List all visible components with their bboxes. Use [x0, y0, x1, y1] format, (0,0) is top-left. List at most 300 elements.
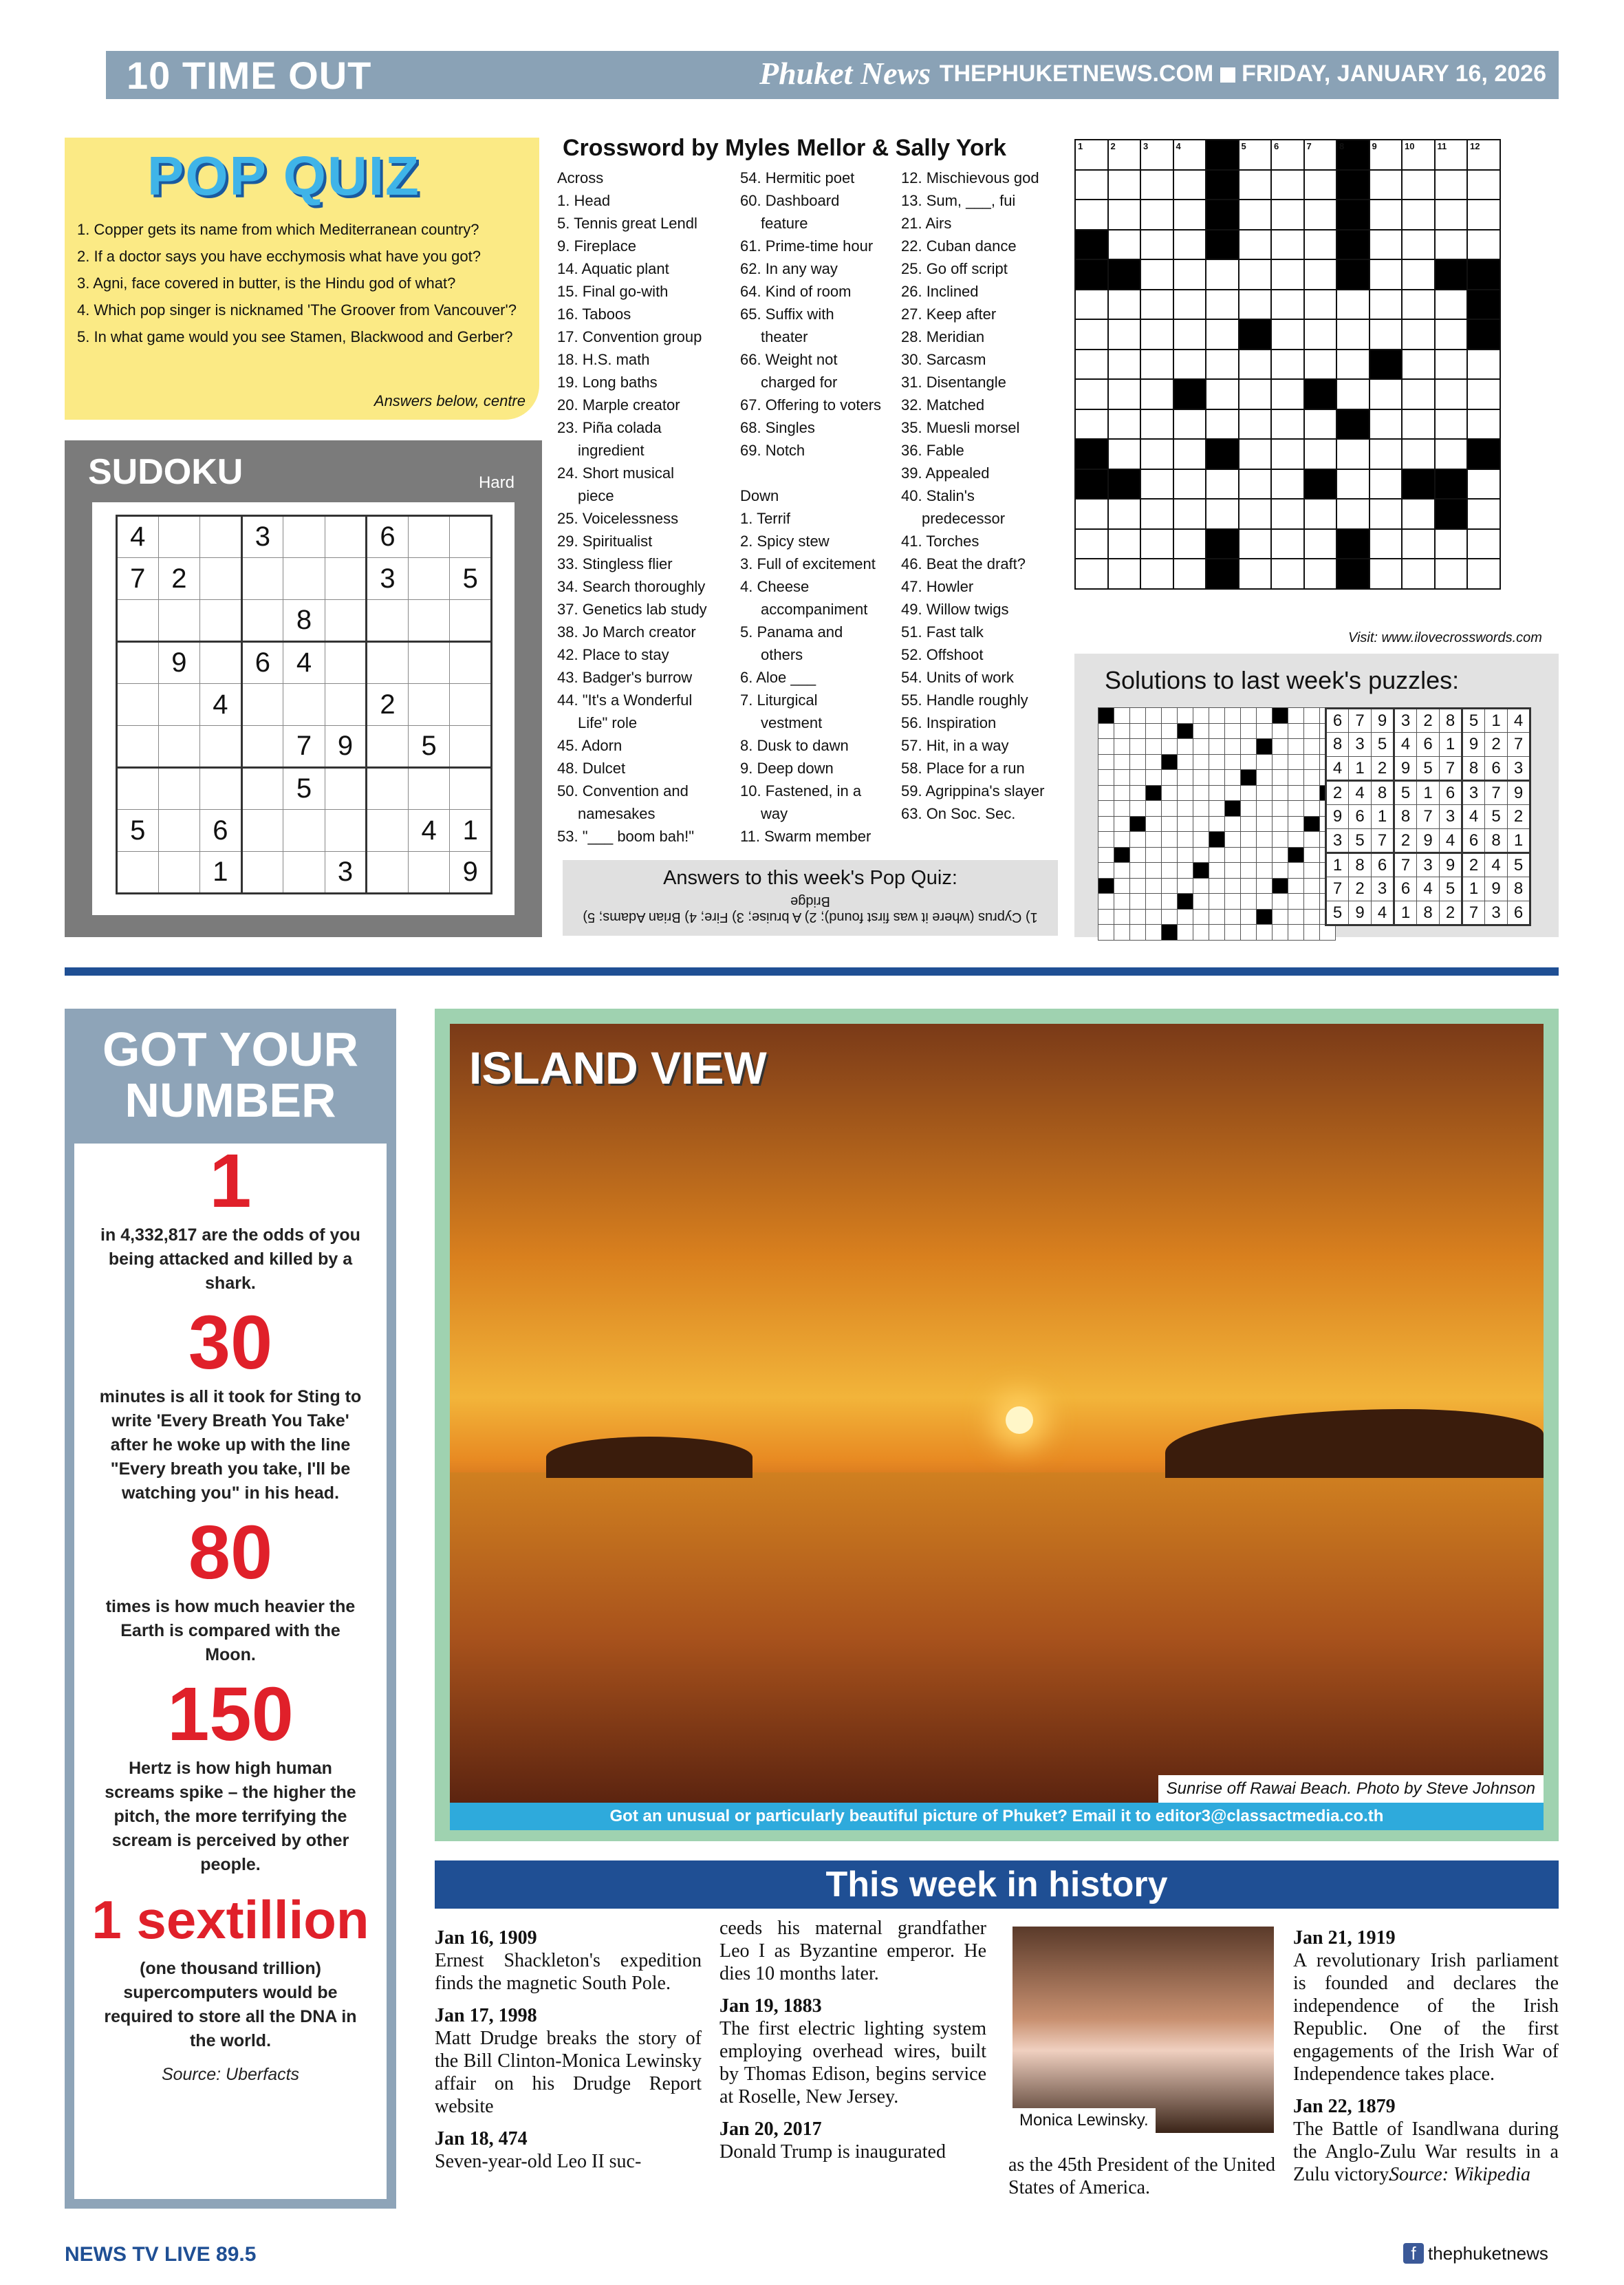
crossword-cell[interactable] — [1140, 170, 1173, 200]
quiz-question: 4. Which pop singer is nicknamed 'The Groover from Vancouver'? — [77, 301, 517, 319]
crossword-cell[interactable] — [1336, 559, 1369, 589]
crossword-cell[interactable] — [1206, 319, 1239, 350]
solution-cell — [1178, 832, 1193, 848]
crossword-cell[interactable] — [1206, 170, 1239, 200]
grid-cell: 7 — [1508, 733, 1530, 757]
crossword-cell[interactable] — [1075, 350, 1108, 380]
crossword-cell[interactable] — [1467, 290, 1500, 320]
clue: 19. Long baths — [557, 374, 658, 391]
grid-cell: 3 — [1508, 757, 1530, 781]
clue: 29. Spiritualist — [557, 533, 653, 550]
crossword-cell[interactable] — [1108, 290, 1141, 320]
crossword-cell[interactable] — [1304, 259, 1337, 290]
crossword-cell[interactable]: 7 — [1304, 140, 1337, 170]
crossword-cell[interactable] — [1369, 469, 1403, 500]
crossword-cell[interactable] — [1304, 379, 1337, 409]
crossword-cell[interactable] — [1467, 499, 1500, 529]
crossword-cell[interactable] — [1271, 319, 1304, 350]
crossword-cell[interactable] — [1271, 469, 1304, 500]
grid-cell — [367, 726, 409, 768]
solution-cell — [1114, 847, 1130, 863]
crossword-cell[interactable] — [1369, 439, 1403, 469]
solution-cell — [1257, 863, 1273, 879]
crossword-cell[interactable] — [1336, 439, 1369, 469]
crossword-cell[interactable] — [1467, 350, 1500, 380]
crossword-cell[interactable] — [1369, 319, 1403, 350]
solution-cell — [1225, 754, 1241, 770]
crossword-cell[interactable] — [1369, 230, 1403, 260]
grid-cell: 5 — [1417, 757, 1440, 781]
crossword-cell[interactable] — [1304, 350, 1337, 380]
crossword-cell[interactable] — [1435, 529, 1468, 559]
crossword-cell[interactable] — [1173, 379, 1206, 409]
crossword-cell[interactable] — [1369, 350, 1403, 380]
crossword-cell[interactable] — [1435, 439, 1468, 469]
solution-cell — [1146, 739, 1162, 755]
solution-cell — [1225, 770, 1241, 786]
solution-cell — [1225, 832, 1241, 848]
crossword-cell[interactable] — [1402, 259, 1435, 290]
crossword-cell[interactable] — [1239, 230, 1272, 260]
page-header — [65, 51, 1559, 99]
crossword-cell[interactable] — [1075, 379, 1108, 409]
crossword-cell[interactable] — [1336, 170, 1369, 200]
crossword-cell[interactable] — [1075, 230, 1108, 260]
crossword-cell[interactable] — [1336, 499, 1369, 529]
crossword-cell[interactable]: 12 — [1467, 140, 1500, 170]
crossword-cell[interactable] — [1075, 200, 1108, 230]
crossword-cell[interactable] — [1173, 529, 1206, 559]
crossword-cell[interactable] — [1369, 379, 1403, 409]
crossword-cell[interactable] — [1239, 469, 1272, 500]
grid-cell: 2 — [1417, 709, 1440, 733]
crossword-cell[interactable] — [1369, 170, 1403, 200]
crossword-cell[interactable] — [1369, 529, 1403, 559]
crossword-cell[interactable] — [1435, 290, 1468, 320]
crossword-cell[interactable] — [1239, 200, 1272, 230]
grid-cell: 6 — [1417, 733, 1440, 757]
quiz-questions — [77, 220, 531, 354]
crossword-cell[interactable] — [1206, 259, 1239, 290]
crossword-cell[interactable] — [1271, 409, 1304, 440]
crossword-cell[interactable] — [1239, 319, 1272, 350]
crossword-cell[interactable] — [1271, 170, 1304, 200]
solution-cell — [1273, 909, 1288, 925]
crossword-cell[interactable] — [1304, 409, 1337, 440]
crossword-cell[interactable] — [1173, 230, 1206, 260]
crossword-cell[interactable] — [1108, 439, 1141, 469]
crossword-cell[interactable] — [1271, 290, 1304, 320]
crossword-cell[interactable] — [1402, 529, 1435, 559]
crossword-cell[interactable] — [1108, 230, 1141, 260]
grid-cell — [325, 558, 367, 600]
crossword-cell[interactable] — [1206, 469, 1239, 500]
clue: 35. Muesli morsel — [901, 419, 1020, 436]
solution-cell — [1288, 863, 1304, 879]
solution-cell — [1162, 878, 1178, 894]
clue: 33. Stingless flier — [557, 555, 673, 572]
crossword-cell[interactable] — [1467, 529, 1500, 559]
crossword-cell[interactable]: 9 — [1369, 140, 1403, 170]
crossword-cell[interactable] — [1304, 170, 1337, 200]
grid-cell: 5 — [1485, 805, 1508, 829]
crossword-cell[interactable] — [1173, 350, 1206, 380]
crossword-cell[interactable] — [1336, 379, 1369, 409]
crossword-cell[interactable] — [1271, 230, 1304, 260]
clues-column-3 — [901, 167, 1044, 825]
grid-cell — [283, 558, 325, 600]
solution-cell — [1257, 816, 1273, 832]
grid-cell: 5 — [408, 726, 450, 768]
crossword-cell[interactable] — [1271, 529, 1304, 559]
grid-cell: 5 — [117, 810, 159, 852]
crossword-cell[interactable] — [1336, 469, 1369, 500]
crossword-cell[interactable] — [1075, 409, 1108, 440]
crossword-cell[interactable] — [1435, 469, 1468, 500]
solution-cell — [1130, 894, 1146, 910]
crossword-cell[interactable] — [1108, 350, 1141, 380]
crossword-cell[interactable] — [1075, 499, 1108, 529]
solution-cell — [1257, 847, 1273, 863]
crossword-cell[interactable] — [1402, 469, 1435, 500]
crossword-cell[interactable] — [1435, 230, 1468, 260]
crossword-cell[interactable] — [1402, 290, 1435, 320]
crossword-cell[interactable] — [1304, 230, 1337, 260]
solution-cell — [1146, 816, 1162, 832]
solution-cell — [1288, 878, 1304, 894]
crossword-cell[interactable] — [1402, 230, 1435, 260]
solution-cell — [1273, 925, 1288, 941]
grid-cell: 1 — [1417, 781, 1440, 805]
solution-cell — [1130, 723, 1146, 739]
crossword-cell[interactable]: 6 — [1271, 140, 1304, 170]
history-entry: Ernest Shackleton's expedition finds the magnetic South Pole. — [435, 1950, 702, 1994]
crossword-cell[interactable] — [1271, 350, 1304, 380]
solution-cell — [1225, 894, 1241, 910]
crossword-cell[interactable] — [1239, 499, 1272, 529]
crossword-cell[interactable] — [1173, 559, 1206, 589]
crossword-cell[interactable] — [1402, 379, 1435, 409]
crossword-cell[interactable] — [1108, 200, 1141, 230]
solution-cell — [1288, 816, 1304, 832]
crossword-cell[interactable]: 1 — [1075, 140, 1108, 170]
crossword-cell[interactable] — [1206, 350, 1239, 380]
solution-cell — [1098, 863, 1114, 879]
grid-cell — [450, 642, 492, 684]
solution-cell — [1257, 770, 1273, 786]
crossword-cell[interactable] — [1075, 469, 1108, 500]
clue: 1. Head — [557, 192, 611, 209]
grid-cell — [117, 642, 159, 684]
crossword-cell[interactable] — [1239, 379, 1272, 409]
crossword-cell[interactable] — [1435, 559, 1468, 589]
solution-cell — [1130, 739, 1146, 755]
crossword-cell[interactable] — [1173, 290, 1206, 320]
crossword-cell[interactable] — [1108, 559, 1141, 589]
crossword-cell[interactable] — [1435, 499, 1468, 529]
crossword-cell[interactable] — [1369, 200, 1403, 230]
site-url[interactable]: THEPHUKETNEWS.COM — [939, 61, 1214, 87]
crossword-cell[interactable]: 2 — [1108, 140, 1141, 170]
crossword-cell[interactable] — [1206, 230, 1239, 260]
solution-cell — [1209, 878, 1225, 894]
clue: 62. In any way — [740, 260, 838, 277]
crossword-cell[interactable] — [1140, 529, 1173, 559]
crossword-cell[interactable] — [1140, 559, 1173, 589]
crossword-cell[interactable] — [1140, 499, 1173, 529]
crossword-cell[interactable] — [1206, 200, 1239, 230]
crossword-cell[interactable] — [1239, 170, 1272, 200]
solution-cell — [1304, 754, 1320, 770]
grid-cell: 2 — [1372, 757, 1394, 781]
clue: 4. Cheese — [740, 578, 810, 595]
grid-cell — [241, 726, 283, 768]
crossword-cell[interactable] — [1173, 319, 1206, 350]
crossword-cell[interactable] — [1369, 499, 1403, 529]
solution-cell — [1241, 863, 1257, 879]
crossword-cell[interactable] — [1402, 319, 1435, 350]
clue: 13. Sum, ___, fui — [901, 192, 1016, 209]
grid-cell: 6 — [1326, 709, 1349, 733]
crossword-cell[interactable] — [1206, 499, 1239, 529]
crossword-cell[interactable] — [1108, 409, 1141, 440]
crossword-cell[interactable] — [1140, 200, 1173, 230]
solution-cell — [1193, 816, 1209, 832]
crossword-cell[interactable] — [1239, 559, 1272, 589]
sudoku-panel — [65, 440, 542, 937]
clue: 9. Fireplace — [557, 237, 636, 255]
grid-cell: 9 — [325, 726, 367, 768]
popquiz-answers-text: 1) Cyprus (where it was first found); 2) A bruise; 3) Fire; 4) Brian Adams; 5) Bridge — [583, 894, 1038, 925]
crossword-cell[interactable] — [1206, 439, 1239, 469]
crossword-cell[interactable] — [1402, 170, 1435, 200]
crossword-cell[interactable] — [1369, 259, 1403, 290]
crossword-cell[interactable] — [1304, 290, 1337, 320]
crossword-cell[interactable] — [1173, 469, 1206, 500]
crossword-cell[interactable] — [1206, 409, 1239, 440]
crossword-cell[interactable]: 3 — [1140, 140, 1173, 170]
crossword-cell[interactable] — [1206, 559, 1239, 589]
crossword-cell[interactable] — [1467, 439, 1500, 469]
crossword-cell[interactable] — [1402, 350, 1435, 380]
clue: 18. H.S. math — [557, 351, 650, 368]
solution-cell — [1178, 739, 1193, 755]
solutions-panel — [1074, 654, 1559, 937]
crossword-cell[interactable] — [1239, 409, 1272, 440]
crossword-cell[interactable] — [1140, 350, 1173, 380]
gyn-text: (one thousand trillion) supercomputers would be required to store all the DNA in the world. — [104, 1959, 357, 2050]
crossword-cell[interactable] — [1140, 230, 1173, 260]
grid-cell: 9 — [1394, 757, 1417, 781]
crossword-cell[interactable] — [1075, 439, 1108, 469]
crossword-cell[interactable] — [1467, 259, 1500, 290]
grid-cell — [450, 726, 492, 768]
grid-cell — [367, 768, 409, 810]
solution-cell — [1241, 909, 1257, 925]
clue: 38. Jo March creator — [557, 623, 696, 641]
crossword-cell[interactable] — [1435, 379, 1468, 409]
clue: 40. Stalin's — [901, 487, 975, 504]
crossword-cell[interactable] — [1140, 319, 1173, 350]
crossword-cell[interactable]: 4 — [1173, 140, 1206, 170]
crossword-cell[interactable] — [1140, 439, 1173, 469]
crossword-cell[interactable] — [1206, 379, 1239, 409]
crossword-cell[interactable] — [1304, 200, 1337, 230]
crossword-cell[interactable] — [1239, 439, 1272, 469]
clue: Down — [740, 487, 779, 504]
crossword-cell[interactable] — [1304, 559, 1337, 589]
crossword-cell[interactable] — [1140, 469, 1173, 500]
crossword-cell[interactable] — [1140, 290, 1173, 320]
crossword-cell[interactable] — [1402, 200, 1435, 230]
crossword-cell[interactable] — [1336, 529, 1369, 559]
crossword-cell[interactable] — [1075, 529, 1108, 559]
crossword-cell[interactable] — [1435, 170, 1468, 200]
crossword-cell[interactable] — [1402, 559, 1435, 589]
crossword-cell[interactable] — [1075, 559, 1108, 589]
crossword-cell[interactable] — [1271, 439, 1304, 469]
grid-cell: 2 — [158, 558, 200, 600]
crossword-cell[interactable] — [1108, 259, 1141, 290]
grid-cell: 7 — [1372, 829, 1394, 853]
crossword-cell[interactable] — [1467, 319, 1500, 350]
solution-cell — [1241, 785, 1257, 801]
solution-cell — [1146, 878, 1162, 894]
grid-cell: 8 — [1440, 709, 1462, 733]
crossword-cell[interactable] — [1206, 529, 1239, 559]
clue: 32. Matched — [901, 396, 985, 414]
solution-cell — [1304, 801, 1320, 817]
crossword-cell[interactable] — [1140, 259, 1173, 290]
crossword-cell[interactable] — [1336, 230, 1369, 260]
solution-cell — [1209, 801, 1225, 817]
solution-cell — [1225, 863, 1241, 879]
grid-cell — [158, 684, 200, 726]
crossword-cell[interactable] — [1336, 259, 1369, 290]
crossword-cell[interactable] — [1239, 259, 1272, 290]
crossword-cell[interactable] — [1271, 259, 1304, 290]
crossword-cell[interactable] — [1173, 409, 1206, 440]
crossword-cell[interactable] — [1140, 379, 1173, 409]
crossword-cell[interactable]: 10 — [1402, 140, 1435, 170]
crossword-cell[interactable] — [1173, 499, 1206, 529]
gyn-text: times is how much heavier the Earth is compared with the Moon. — [105, 1597, 356, 1664]
crossword-cell[interactable] — [1336, 409, 1369, 440]
crossword-cell[interactable] — [1304, 439, 1337, 469]
crossword-cell[interactable] — [1075, 259, 1108, 290]
crossword-cell[interactable] — [1467, 379, 1500, 409]
crossword-cell[interactable] — [1271, 499, 1304, 529]
clue: 26. Inclined — [901, 283, 979, 300]
crossword-cell[interactable] — [1336, 319, 1369, 350]
crossword-cell[interactable] — [1304, 499, 1337, 529]
solution-cell — [1257, 708, 1273, 724]
crossword-cell[interactable] — [1467, 170, 1500, 200]
crossword-cell[interactable] — [1435, 409, 1468, 440]
crossword-cell[interactable] — [1206, 290, 1239, 320]
crossword-cell[interactable] — [1108, 469, 1141, 500]
grid-cell: 1 — [1462, 877, 1485, 901]
crossword-cell[interactable] — [1173, 170, 1206, 200]
crossword-cell[interactable] — [1336, 350, 1369, 380]
crossword-cell[interactable] — [1206, 140, 1239, 170]
solution-cell — [1114, 925, 1130, 941]
crossword-cell[interactable] — [1435, 200, 1468, 230]
crossword-cell[interactable] — [1467, 469, 1500, 500]
crossword-cell[interactable] — [1369, 559, 1403, 589]
crossword-cell[interactable] — [1336, 290, 1369, 320]
crossword-cell[interactable] — [1173, 200, 1206, 230]
crossword-cell[interactable] — [1108, 170, 1141, 200]
grid-cell: 4 — [1417, 877, 1440, 901]
crossword-cell[interactable] — [1140, 409, 1173, 440]
crossword-cell[interactable] — [1402, 499, 1435, 529]
clue: 25. Voicelessness — [557, 510, 679, 527]
clue: Life" role — [578, 714, 638, 731]
crossword-cell[interactable] — [1271, 200, 1304, 230]
crossword-cell[interactable] — [1336, 200, 1369, 230]
crossword-cell[interactable] — [1239, 350, 1272, 380]
crossword-cell[interactable] — [1271, 379, 1304, 409]
crossword-cell[interactable] — [1402, 439, 1435, 469]
grid-cell: 5 — [1349, 829, 1372, 853]
crossword-cell[interactable] — [1108, 529, 1141, 559]
crossword-cell[interactable]: 8 — [1336, 140, 1369, 170]
crossword-cell[interactable] — [1075, 170, 1108, 200]
crossword-cell[interactable] — [1239, 290, 1272, 320]
crossword-cell[interactable] — [1075, 319, 1108, 350]
crossword-cell[interactable] — [1467, 559, 1500, 589]
facebook-link[interactable]: f thephuketnews — [1403, 2243, 1548, 2264]
crossword-cell[interactable] — [1108, 319, 1141, 350]
crossword-cell[interactable] — [1435, 319, 1468, 350]
grid-cell — [408, 768, 450, 810]
grid-cell: 2 — [1462, 853, 1485, 877]
solution-cell — [1273, 785, 1288, 801]
crossword-cell[interactable] — [1369, 290, 1403, 320]
crossword-cell[interactable] — [1304, 319, 1337, 350]
history-col-4 — [1293, 1917, 1559, 2186]
solution-cell — [1178, 894, 1193, 910]
solution-cell — [1162, 708, 1178, 724]
crossword-cell[interactable] — [1075, 290, 1108, 320]
quiz-question: 5. In what game would you see Stamen, Blackwood and Gerber? — [77, 328, 513, 345]
crossword-cell[interactable]: 5 — [1239, 140, 1272, 170]
crossword-cell[interactable] — [1304, 529, 1337, 559]
crossword-cell[interactable] — [1402, 409, 1435, 440]
crossword-cell[interactable] — [1467, 409, 1500, 440]
crossword-cell[interactable] — [1467, 230, 1500, 260]
crossword-cell[interactable] — [1435, 259, 1468, 290]
crossword-cell[interactable] — [1173, 259, 1206, 290]
crossword-cell[interactable] — [1435, 350, 1468, 380]
crossword-cell[interactable] — [1108, 499, 1141, 529]
solution-cell — [1288, 832, 1304, 848]
crossword-visit: Visit: www.ilovecrosswords.com — [1348, 630, 1542, 645]
crossword-cell[interactable] — [1173, 439, 1206, 469]
crossword-cell[interactable] — [1271, 559, 1304, 589]
crossword-cell[interactable] — [1304, 469, 1337, 500]
crossword-cell[interactable] — [1369, 409, 1403, 440]
grid-cell — [158, 810, 200, 852]
crossword-cell[interactable] — [1239, 529, 1272, 559]
grid-cell: 7 — [1349, 709, 1372, 733]
clue: 63. On Soc. Sec. — [901, 805, 1016, 822]
solution-cell — [1193, 785, 1209, 801]
crossword-cell[interactable]: 11 — [1435, 140, 1468, 170]
crossword-cell[interactable] — [1467, 200, 1500, 230]
crossword-cell[interactable] — [1108, 379, 1141, 409]
